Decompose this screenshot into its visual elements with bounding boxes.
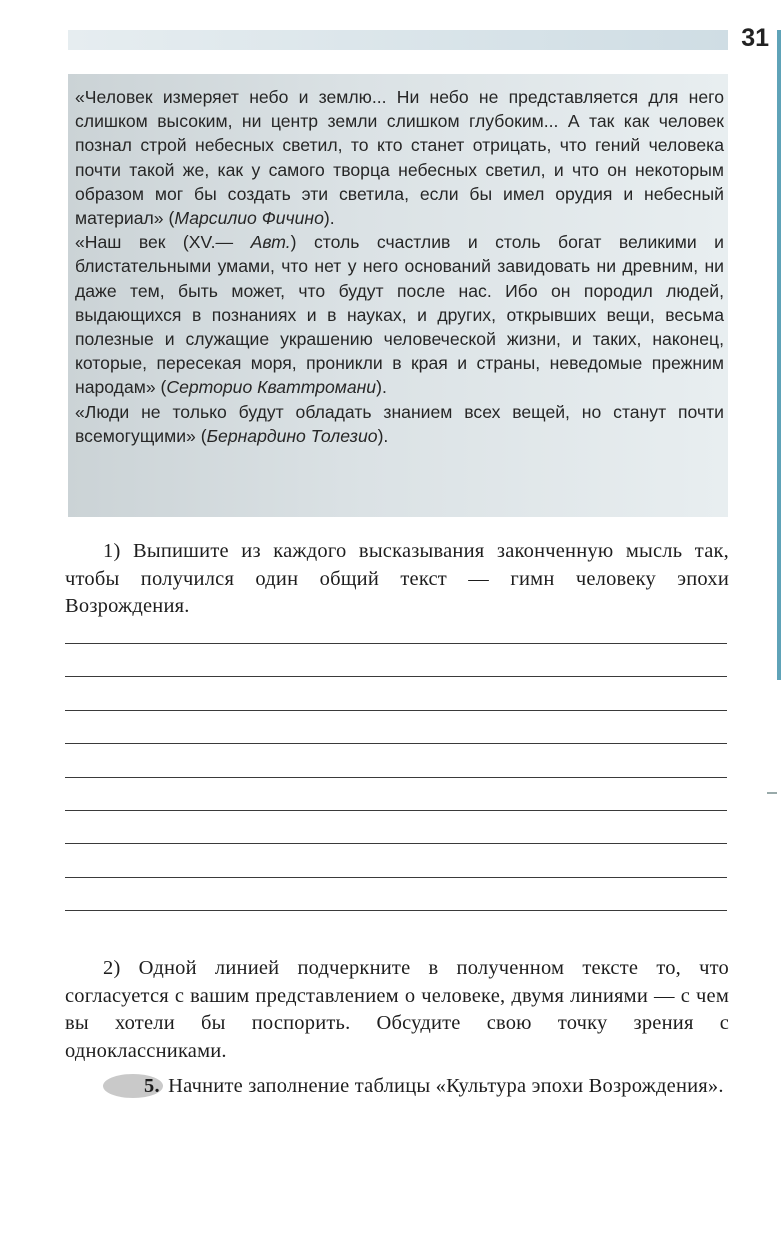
quote-quattromani: «Наш век (XV.— Авт.) столь счастлив и столь богат великими и блистательными умами, что нет у него оснований завидовать ни древним, ни даже тем, быть может, что будут после нас. Ибо он породил людей, выдающихся в познаниях и в науках, и других, открывших вещи, весьма полезные и служащие украшению человеческой жизни, и таких, наконец, которые, пересекая моря, проникли в края и страны, неведомые прежним народам» (Серторио Кваттромани). [75,232,724,398]
page-number: 31 [741,24,769,52]
task-5: 5. Начните заполнение таблицы «Культура эпохи Возрождения». [65,1073,729,1101]
edge-mark [767,792,777,794]
quote-author: Бернардино Толезио [206,425,378,446]
answer-line[interactable] [65,843,727,844]
quote-author: Марсилио Фичино [174,208,324,229]
task-1: 1) Выпишите из каждого высказывания законченную мысль так, чтобы получился один общий текст — гимн человеку эпохи Возрождения. [65,540,729,618]
answer-lines[interactable] [65,643,727,944]
task-number-badge: 5. [103,1074,163,1098]
quote-ficino: «Человек измеряет небо и землю... Ни небо не представляется для него слишком высоким, ни центр земли слишком глубоким... А так как человек познал строй небесных светил, то кто станет отрицать, что гений человека почти такой же, как у самого творца небесных светил, и что он некоторым образом мог бы создать эти светила, если бы имел орудия и небесный материал» (Марсилио Фичино). [75,87,724,229]
page-edge-accent [777,30,781,680]
task-2: 2) Одной линией подчеркните в полученном тексте то, что согласуется с вашим представлением о человеке, двумя линиями — с чем вы хотели бы поспорить. Обсудите свою точку зрения с одноклассниками. [65,957,729,1062]
quotes-box [68,74,728,517]
quote-telesio: «Люди не только будут обладать знанием всех вещей, но станут почти всемогущими» (Бернардино Толезио). [75,401,724,446]
header-bar [68,30,728,50]
answer-line[interactable] [65,877,727,878]
answer-line[interactable] [65,743,727,744]
answer-line[interactable] [65,777,727,778]
author-abbreviation: Авт. [250,232,291,253]
answer-line[interactable] [65,710,727,711]
quote-author: Серторио Кваттромани [166,377,377,398]
answer-line[interactable] [65,643,727,644]
answer-line[interactable] [65,910,727,911]
answer-line[interactable] [65,810,727,811]
answer-line[interactable] [65,676,727,677]
